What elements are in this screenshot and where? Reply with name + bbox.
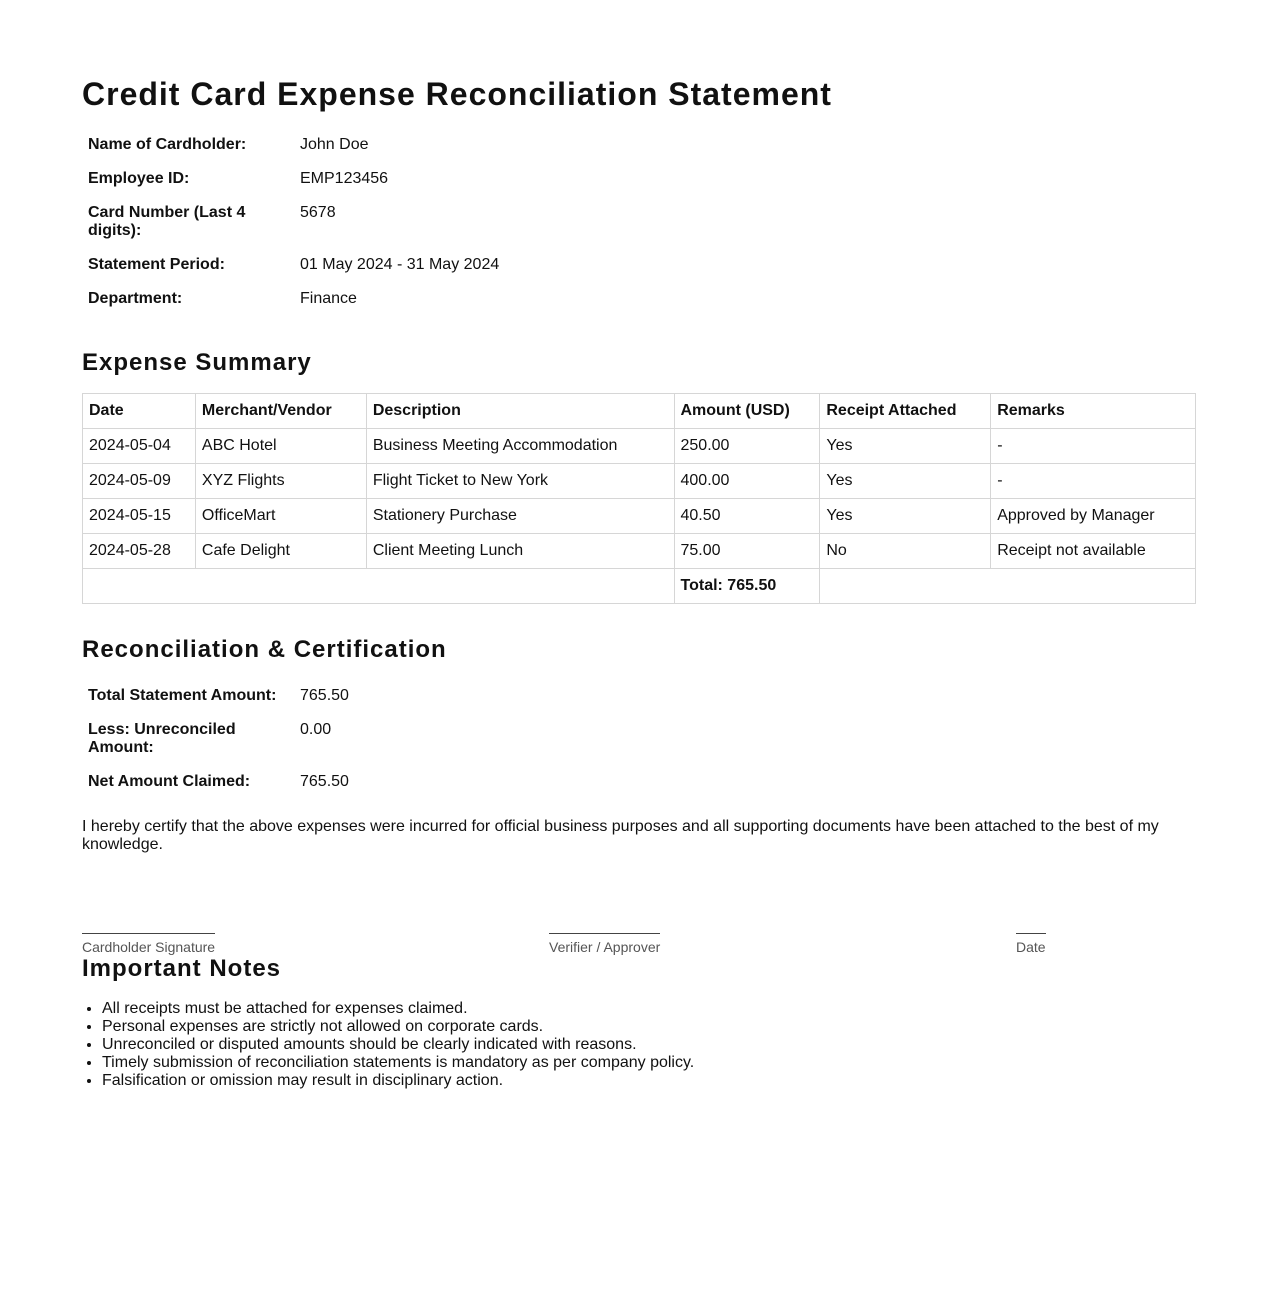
column-header-remarks: Remarks	[991, 394, 1196, 429]
column-header-description: Description	[366, 394, 674, 429]
info-label: Statement Period:	[88, 256, 225, 273]
cell-merchant: OfficeMart	[195, 499, 366, 534]
cell-receipt: Yes	[820, 429, 991, 464]
cell-date: 2024-05-04	[83, 429, 196, 464]
cardholder-signature-line: Cardholder Signature	[82, 933, 215, 955]
info-row-statement-period	[82, 256, 505, 274]
info-value: 5678	[300, 204, 336, 221]
reconciliation-label: Net Amount Claimed:	[88, 773, 251, 790]
total-spacer-cell	[83, 569, 675, 604]
column-header-amount: Amount (USD)	[674, 394, 820, 429]
reconciliation-value: 0.00	[300, 721, 332, 738]
total-trailing-cell	[820, 569, 1196, 604]
expense-table	[82, 393, 1196, 604]
info-row-employee-id	[82, 170, 505, 188]
info-value: 01 May 2024 - 31 May 2024	[300, 256, 500, 273]
cell-receipt: No	[820, 534, 991, 569]
column-header-merchant: Merchant/Vendor	[195, 394, 366, 429]
cell-receipt: Yes	[820, 499, 991, 534]
info-row-department	[82, 290, 505, 308]
info-value: Finance	[300, 290, 357, 307]
cell-amount: 75.00	[674, 534, 820, 569]
table-row	[83, 429, 1196, 464]
info-row-name	[82, 136, 505, 154]
reconciliation-value: 765.50	[300, 773, 349, 790]
date-signature-line: Date	[1016, 933, 1046, 955]
cell-merchant: ABC Hotel	[195, 429, 366, 464]
reconciliation-label: Total Statement Amount:	[88, 687, 277, 704]
cell-description: Client Meeting Lunch	[366, 534, 674, 569]
reconciliation-label: Less: Unreconciled Amount:	[88, 721, 236, 756]
reconciliation-table	[82, 687, 355, 791]
cell-remarks: Approved by Manager	[991, 499, 1196, 534]
info-label: Card Number (Last 4 digits):	[88, 204, 246, 239]
verifier-signature-line: Verifier / Approver	[549, 933, 660, 955]
reconciliation-row-total	[82, 687, 355, 705]
info-value: EMP123456	[300, 170, 389, 187]
list-item: • Personal expenses are strictly not allowed on corporate cards.	[102, 1018, 694, 1036]
cell-amount: 250.00	[674, 429, 820, 464]
important-notes-heading: Important Notes	[82, 955, 282, 982]
expense-summary-heading: Expense Summary	[82, 349, 312, 376]
table-row	[83, 499, 1196, 534]
reconciliation-row-net	[82, 773, 355, 791]
cell-amount: 40.50	[674, 499, 820, 534]
table-row	[83, 464, 1196, 499]
cell-merchant: XYZ Flights	[195, 464, 366, 499]
cell-receipt: Yes	[820, 464, 991, 499]
cell-date: 2024-05-28	[83, 534, 196, 569]
list-item: • All receipts must be attached for expenses claimed.	[102, 1000, 694, 1018]
info-row-card-number	[82, 204, 505, 240]
cell-description: Flight Ticket to New York	[366, 464, 674, 499]
cell-date: 2024-05-15	[83, 499, 196, 534]
cell-remarks: -	[991, 464, 1196, 499]
column-header-receipt: Receipt Attached	[820, 394, 991, 429]
cell-remarks: Receipt not available	[991, 534, 1196, 569]
important-notes-list	[82, 1000, 694, 1090]
expense-table-header	[83, 394, 1196, 429]
cell-date: 2024-05-09	[83, 464, 196, 499]
cell-merchant: Cafe Delight	[195, 534, 366, 569]
list-item: • Falsification or omission may result in disciplinary action.	[102, 1072, 694, 1090]
info-label: Employee ID:	[88, 170, 190, 187]
column-header-date: Date	[83, 394, 196, 429]
list-item: • Timely submission of reconciliation statements is mandatory as per company policy.	[102, 1054, 694, 1072]
cell-description: Business Meeting Accommodation	[366, 429, 674, 464]
total-amount: Total: 765.50	[674, 569, 820, 604]
reconciliation-heading: Reconciliation & Certification	[82, 636, 447, 663]
info-label: Department:	[88, 290, 183, 307]
table-row	[83, 534, 1196, 569]
reconciliation-value: 765.50	[300, 687, 349, 704]
cardholder-info-table	[82, 136, 505, 308]
cell-remarks: -	[991, 429, 1196, 464]
list-item: • Unreconciled or disputed amounts should be clearly indicated with reasons.	[102, 1036, 694, 1054]
info-label: Name of Cardholder:	[88, 136, 247, 153]
total-row	[83, 569, 1196, 604]
reconciliation-row-unreconciled	[82, 721, 355, 757]
cell-amount: 400.00	[674, 464, 820, 499]
info-value: John Doe	[300, 136, 369, 153]
page-title: Credit Card Expense Reconciliation Statement	[82, 76, 832, 112]
cell-description: Stationery Purchase	[366, 499, 674, 534]
certification-statement: I hereby certify that the above expenses were incurred for official business purposes and all supporting documents have been attached to the best of my knowledge.	[82, 818, 1159, 853]
